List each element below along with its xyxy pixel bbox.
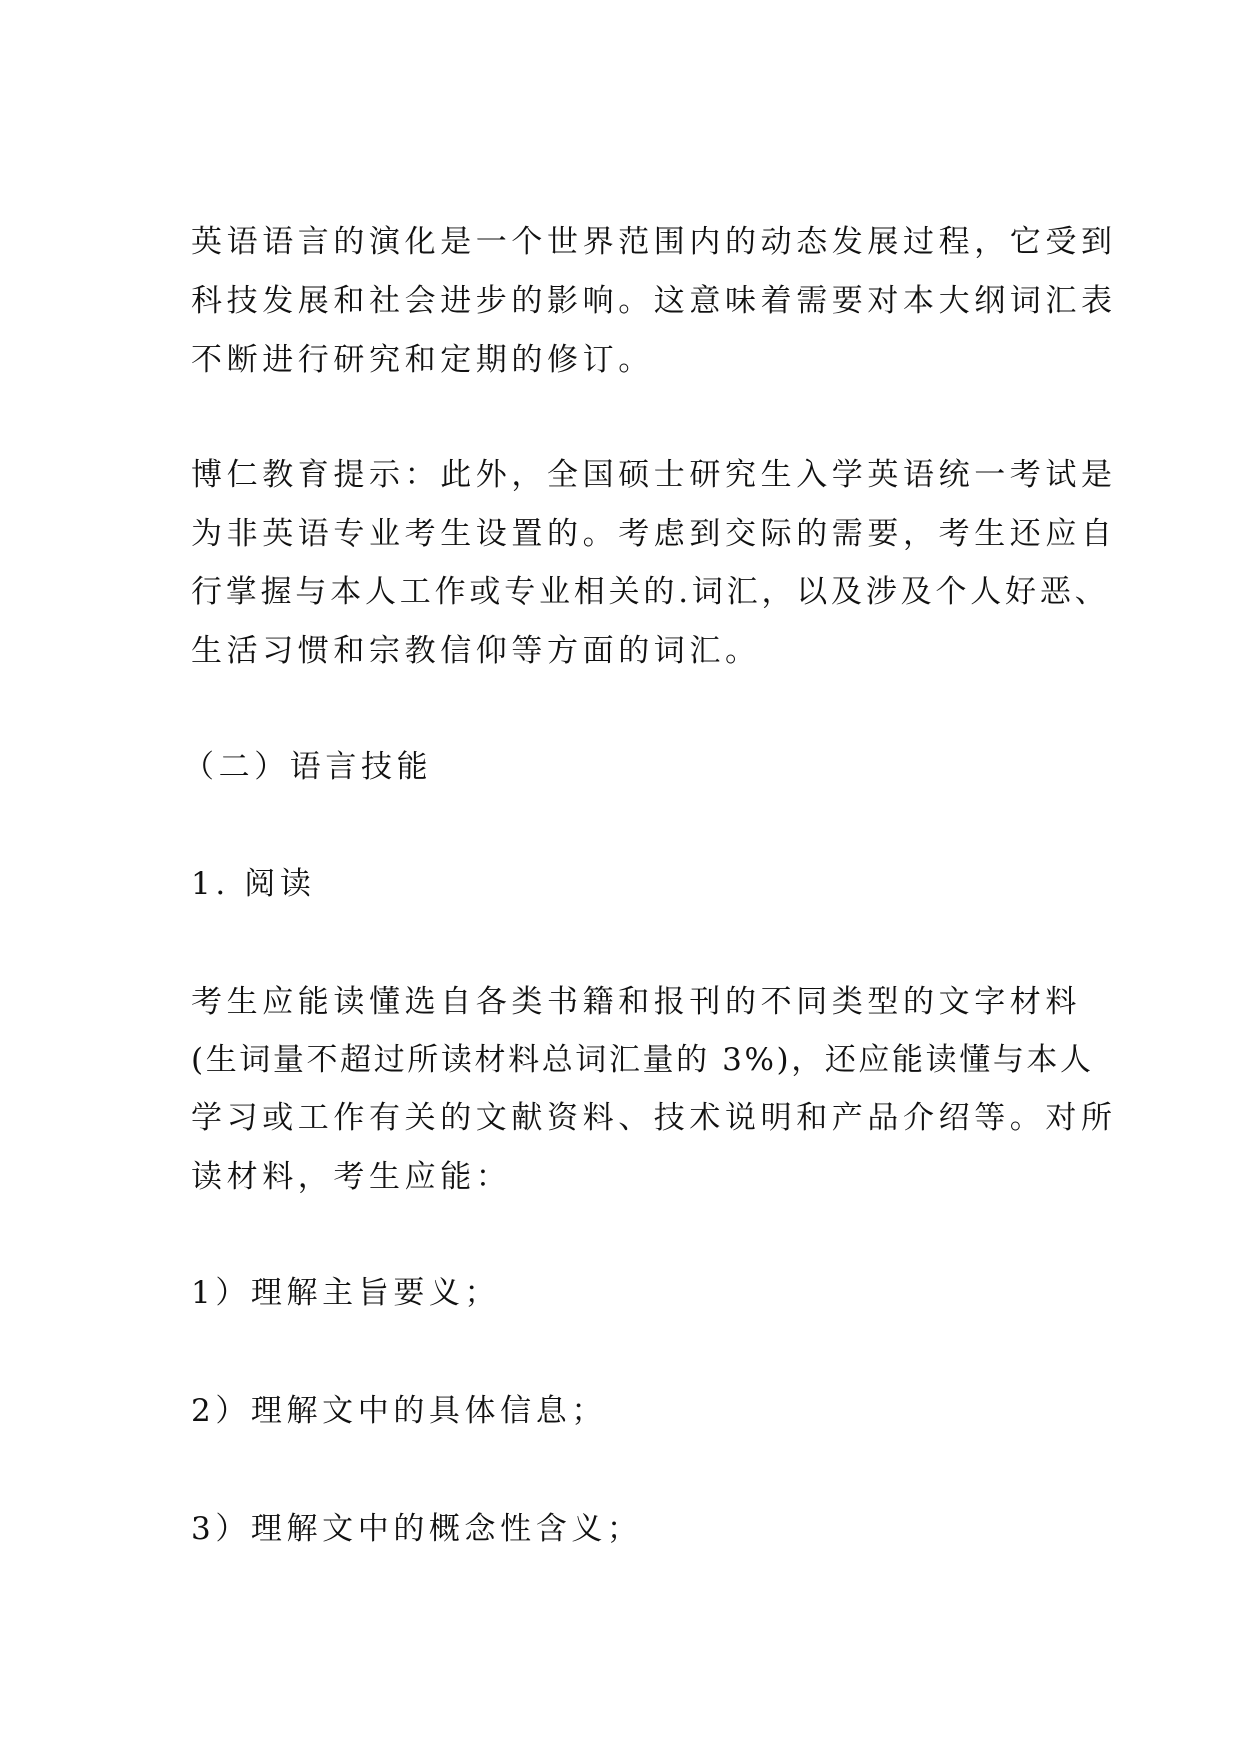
paragraph-line: 学习或工作有关的文献资料、技术说明和产品介绍等。对所 bbox=[191, 1100, 1117, 1136]
paragraph-line: 考生应能读懂选自各类书籍和报刊的不同类型的文字材料 bbox=[191, 984, 1081, 1020]
subsection-heading: 1. 阅读 bbox=[191, 866, 316, 902]
paragraph-line: 生活习惯和宗教信仰等方面的词汇。 bbox=[191, 633, 761, 669]
paragraph-line: (生词量不超过所读材料总词汇量的 3%)，还应能读懂与本人 bbox=[191, 1042, 1094, 1078]
list-item: 1）理解主旨要义； bbox=[191, 1275, 501, 1311]
section-heading: （二）语言技能 bbox=[183, 749, 433, 785]
paragraph-line: 博仁教育提示：此外，全国硕士研究生入学英语统一考试是 bbox=[191, 457, 1117, 493]
list-item: 3）理解文中的概念性含义； bbox=[191, 1511, 643, 1547]
paragraph-line: 为非英语专业考生设置的。考虑到交际的需要，考生还应自 bbox=[191, 516, 1117, 552]
paragraph-line: 读材料，考生应能： bbox=[191, 1159, 512, 1195]
paragraph-line: 科技发展和社会进步的影响。这意味着需要对本大纲词汇表 bbox=[191, 283, 1117, 319]
paragraph-line: 不断进行研究和定期的修订。 bbox=[191, 342, 654, 378]
list-item: 2）理解文中的具体信息； bbox=[191, 1393, 607, 1429]
paragraph-line: 英语语言的演化是一个世界范围内的动态发展过程，它受到 bbox=[191, 224, 1117, 260]
paragraph-line: 行掌握与本人工作或专业相关的.词汇，以及涉及个人好恶、 bbox=[191, 574, 1110, 610]
